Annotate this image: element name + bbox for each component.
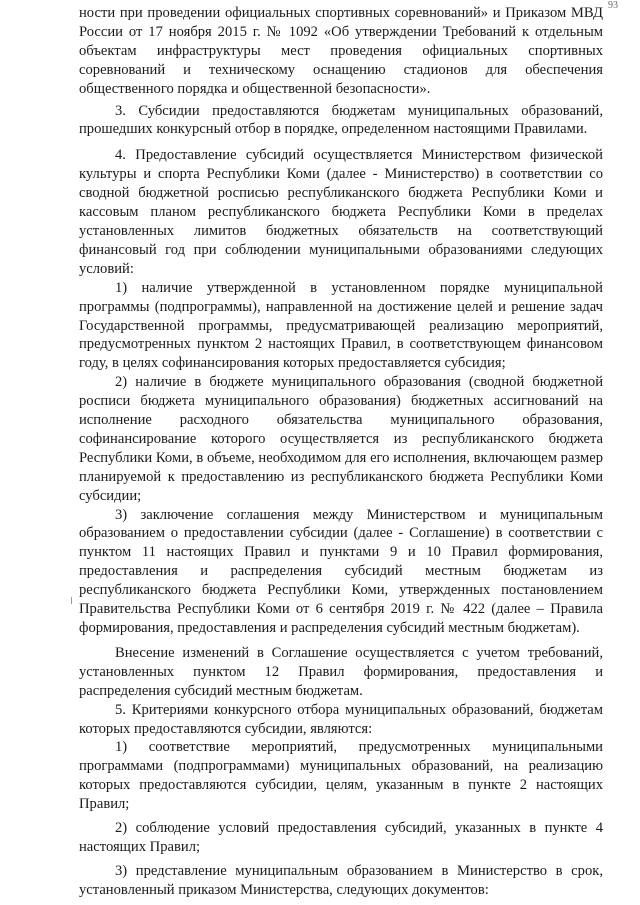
page-number: 93 [608, 0, 618, 11]
document-body [79, 4, 603, 900]
paragraph-item-3: 3. Субсидии предоставляются бюджетам муниципальных образований, прошедших конкурсный отбор в порядке, определенном настоящими Правилами. [79, 102, 603, 138]
paragraph-condition-1: 1) наличие утвержденной в установленном порядке муниципальной программы (подпрограммы), направленной на достижение целей и решение задач Государственной программы, предусматривающей реализацию мероприятий, предусмотренных пунктом 2 настоящих Правил, в соответствующем финансовом году, в целях софинансирования которых предоставляется субсидия; [79, 279, 603, 372]
paragraph-criterion-1: 1) соответствие мероприятий, предусмотренных муниципальными программами (подпрограммами) муниципальных образований, на реализацию которых предоставляются субсидии, целям, указанным в пункте 2 настоящих Правил; [79, 739, 603, 813]
paragraph-item-4: 4. Предоставление субсидий осуществляется Министерством физической культуры и спорта Республики Коми (далее - Министерство) в соответствии со сводной бюджетной росписью республиканского бюджета Республики Коми и кассовым планом республиканского бюджета Республики Коми в пределах установленных лимитов бюджетных обязательств на соответствующий финансовый год при соблюдении муниципальными образованиями следующих условий: [79, 147, 603, 277]
paragraph-criterion-3: 3) представление муниципальным образованием в Министерство в срок, установленный приказом Министерства, следующих документов: [79, 862, 603, 898]
paragraph-condition-3: 3) заключение соглашения между Министерством и муниципальным образованием о предоставлении субсидии (далее - Соглашение) в соответствии с пунктом 11 настоящих Правил и пунктами 9 и 10 Правил формирования, предоставления и распределения субсидий местным бюджетам из республиканского бюджета Республики Коми, утвержденных постановлением Правительства Республики Коми от 6 сентября 2019 г. № 422 (далее – Правила формирования, предоставления и распределения субсидий местным бюджетам). [79, 506, 603, 636]
paragraph-item-5: 5. Критериями конкурсного отбора муниципальных образований, бюджетам которых предоставляются субсидии, являются: [79, 701, 603, 737]
paragraph-amendments: Внесение изменений в Соглашение осуществляется с учетом требований, установленных пунктом 12 Правил формирования, предоставления и распределения субсидий местным бюджетам. [79, 644, 603, 699]
paragraph-condition-2: 2) наличие в бюджете муниципального образования (сводной бюджетной росписи бюджета муниципального образования) бюджетных ассигнований на исполнение расходного обязательства муниципального образования, софинансирование которого осуществляется из республиканского бюджета Республики Коми, в объеме, необходимом для его исполнения, включающем размер планируемой к предоставлению из республиканского бюджета Республики Коми субсидии; [79, 374, 603, 504]
paragraph-continuation: ности при проведении официальных спортивных соревнований» и Приказом МВД России от 17 ноября 2015 г. № 1092 «Об утверждении Требований к отдельным объектам инфраструктуры мест проведения официальных спортивных соревнований и техническому оснащению стадионов для обеспечения общественного порядка и общественной безопасности». [79, 5, 603, 97]
margin-mark [71, 597, 72, 604]
paragraph-criterion-2: 2) соблюдение условий предоставления субсидий, указанных в пункте 4 настоящих Правил; [79, 820, 603, 855]
